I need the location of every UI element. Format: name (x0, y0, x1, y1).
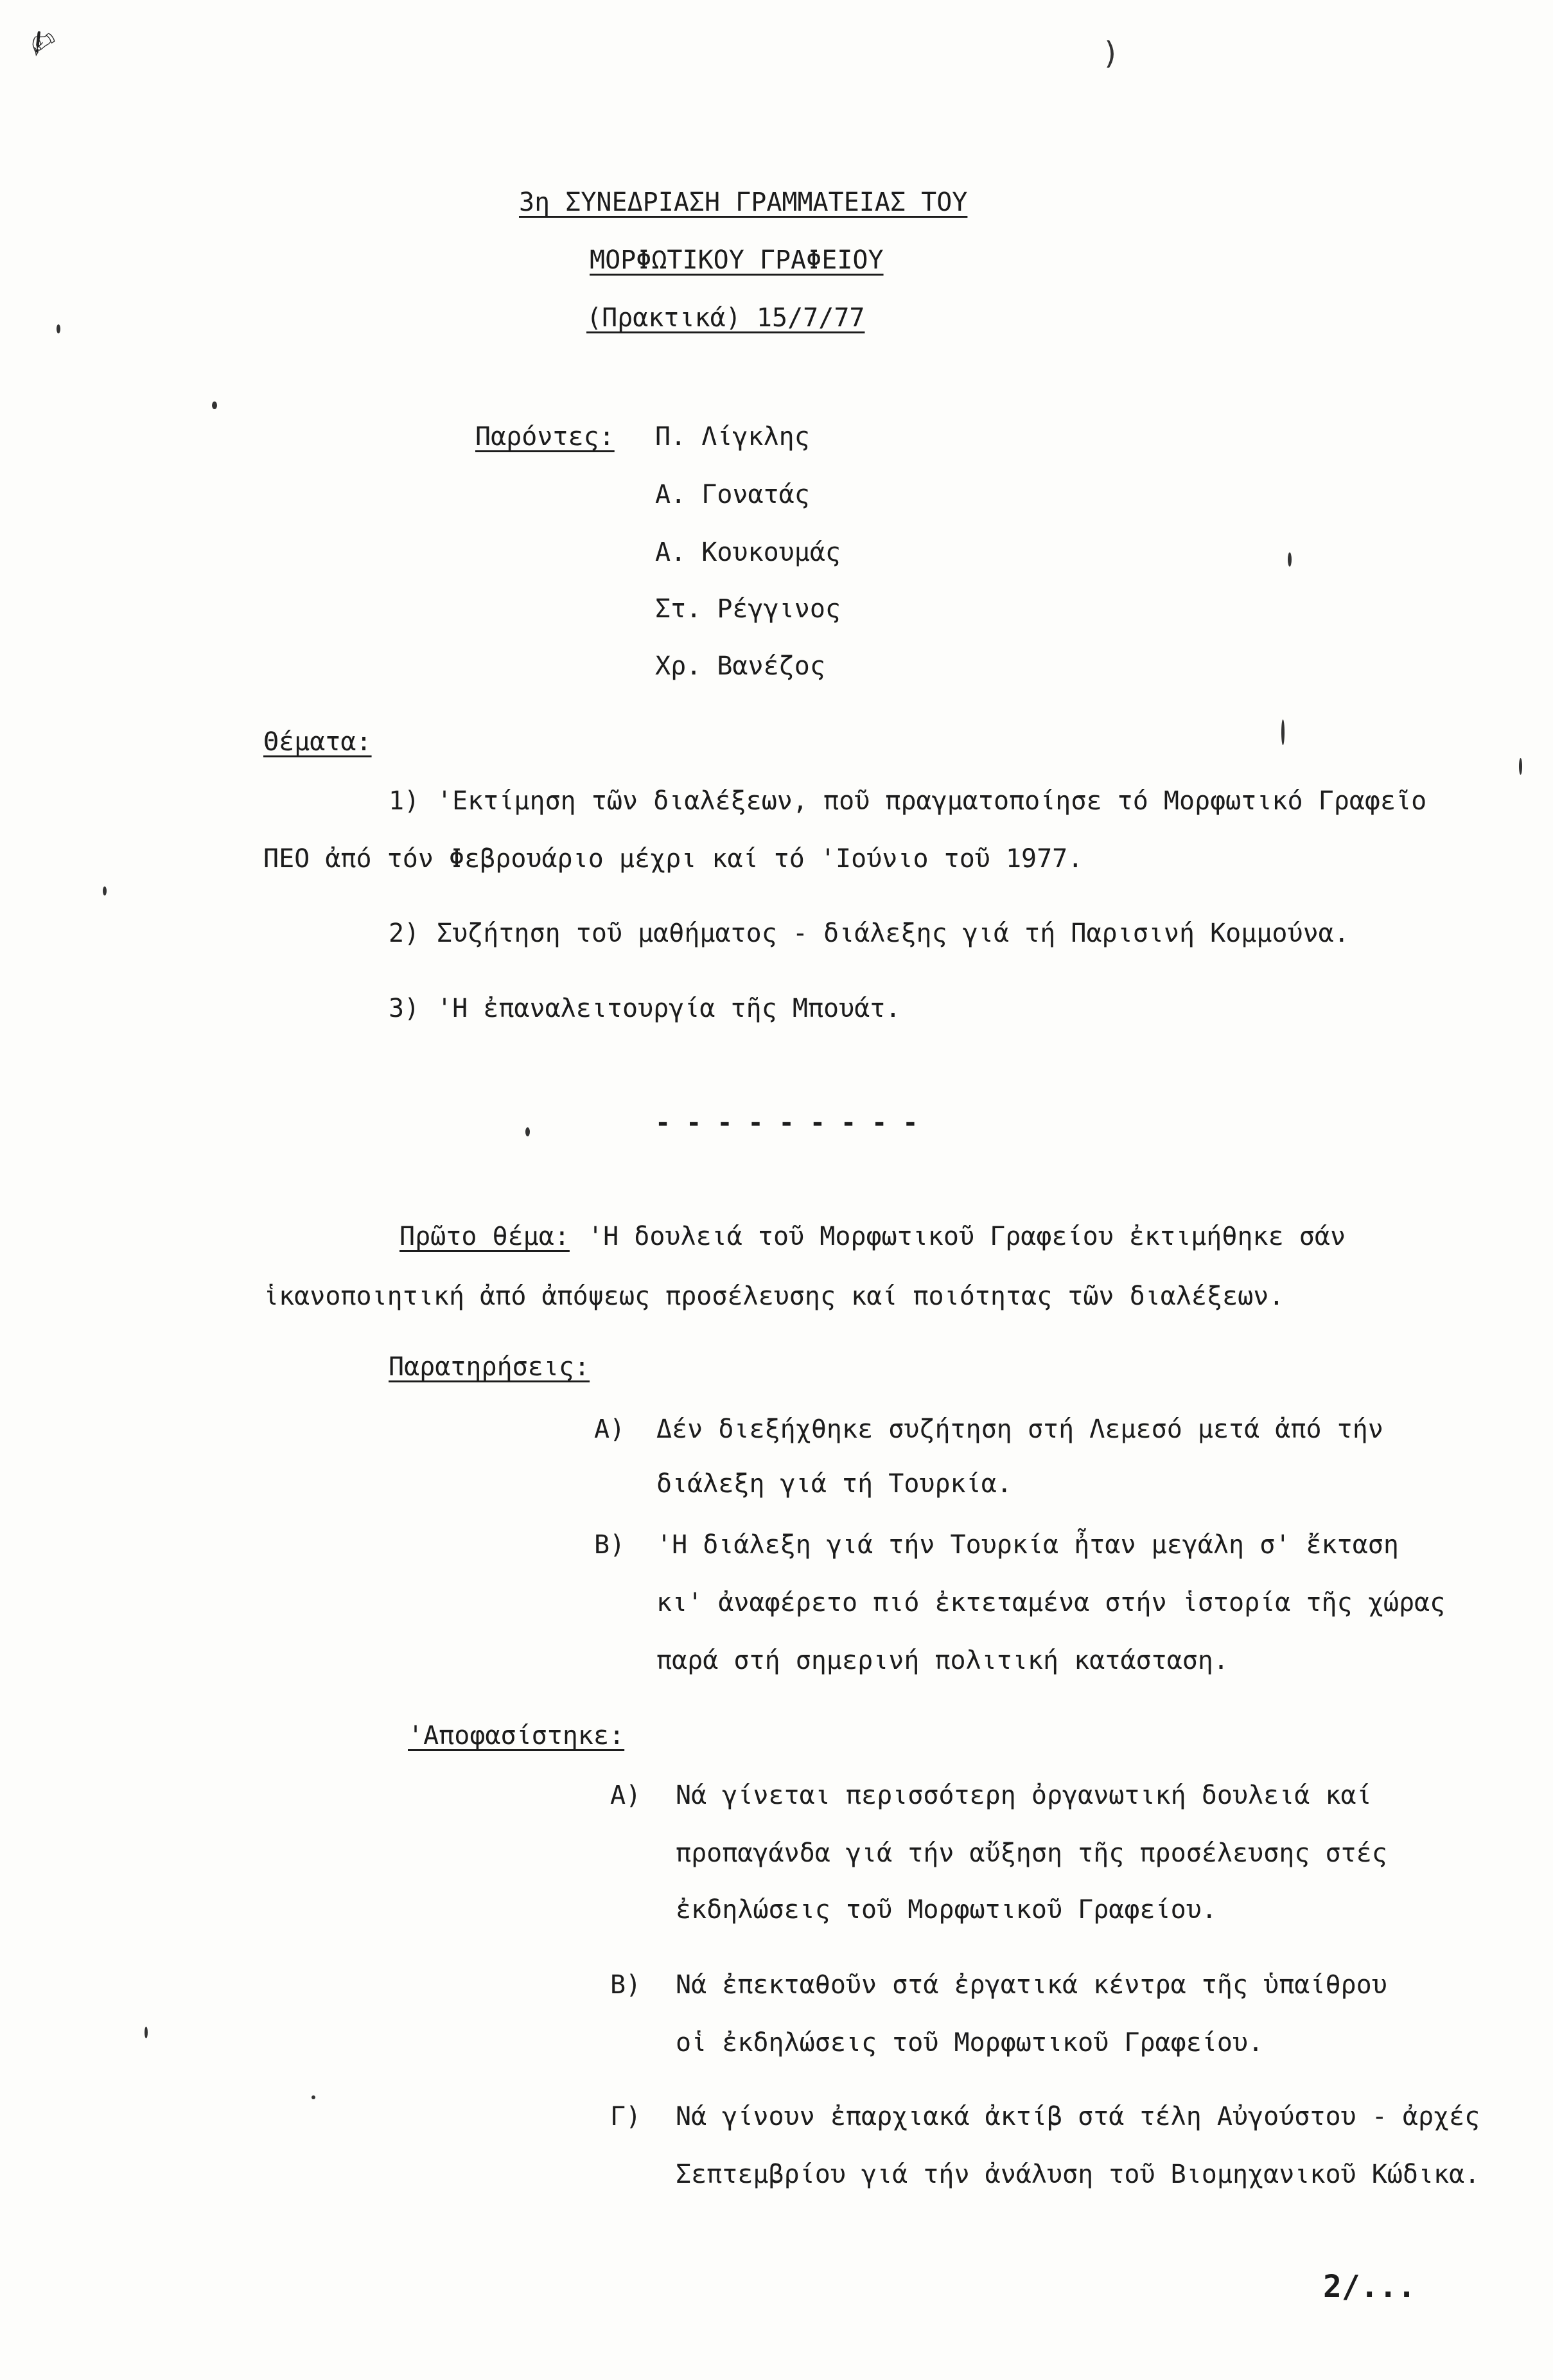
scan-speck (311, 2095, 315, 2099)
scan-speck (1519, 758, 1522, 775)
present-name: Α. Γονατάς (655, 480, 810, 509)
decision-c-line2: Σεπτεμβρίου γιά τήν ἀνάλυση τοῦ Βιομηχανικοῦ Κώδικα. (676, 2160, 1480, 2189)
decision-b-line1: Νά ἐπεκταθοῦν στά ἐργατικά κέντρα τῆς ὑπαίθρου (676, 1970, 1387, 2000)
decided-label: 'Αποφασίστηκε: (408, 1721, 625, 1750)
handwritten-mark: ✍ (13, 10, 66, 69)
decision-a-line2: προπαγάνδα γιά τήν αὔξηση τῆς προσέλευσης στές (676, 1838, 1387, 1868)
remark-a-mark: Α) (594, 1415, 626, 1444)
scan-speck (145, 2027, 148, 2038)
decision-a-mark: Α) (610, 1781, 642, 1810)
present-label: Παρόντες: (475, 422, 615, 452)
decision-a-line3: ἐκδηλώσεις τοῦ Μορφωτικοῦ Γραφείου. (676, 1895, 1217, 1925)
present-name: Χρ. Βανέζος (655, 651, 825, 681)
scan-speck (525, 1127, 530, 1136)
document-title-line1: 3η ΣΥΝΕΔΡΙΑΣΗ ΓΡΑΜΜΑΤΕΙΑΣ ΤΟΥ (519, 188, 968, 217)
scan-speck (103, 886, 107, 895)
topic-3-text: 'Η ἐπαναλειτουργία τῆς Μπουάτ. (437, 994, 901, 1023)
remark-a-line2: διάλεξη γιά τή Τουρκία. (656, 1469, 1012, 1499)
remark-b-mark: Β) (594, 1530, 626, 1560)
remark-b-line1: 'Η διάλεξη γιά τήν Τουρκία ἦταν μεγάλη σ' ἔκταση (656, 1530, 1399, 1560)
decision-c-line1: Νά γίνουν ἐπαρχιακά ἀκτίβ στά τέλη Αὐγούστου - ἀρχές (676, 2102, 1480, 2131)
present-name: Α. Κουκουμάς (655, 538, 841, 567)
first-topic-label: Πρῶτο θέμα: (399, 1222, 570, 1251)
remark-b-line3: παρά στή σημερινή πολιτική κατάσταση. (656, 1646, 1229, 1675)
topics-label: Θέματα: (263, 727, 372, 757)
decision-a-line1: Νά γίνεται περισσότερη ὀργανωτική δουλειά καί (676, 1781, 1372, 1810)
scan-speck (212, 401, 217, 409)
topic-2-text: Συζήτηση τοῦ μαθήματος - διάλεξης γιά τή Παρισινή Κομμούνα. (437, 919, 1349, 948)
document-title-line2: ΜΟΡΦΩΤΙΚΟΥ ΓΡΑΦΕΙΟΥ (590, 245, 884, 275)
topic-1-line2: ΠΕΟ ἀπό τόν Φεβρουάριο μέχρι καί τό 'Ιούνιο τοῦ 1977. (263, 844, 1084, 874)
decision-b-line2: οἱ ἐκδηλώσεις τοῦ Μορφωτικοῦ Γραφείου. (676, 2028, 1264, 2058)
page-continuation: 2/... (1323, 2269, 1416, 2305)
present-name: Στ. Ρέγγινος (655, 594, 841, 624)
section-separator: - - - - - - - - - (655, 1108, 918, 1138)
remark-b-line2: κι' ἀναφέρετο πιό ἐκτεταμένα στήν ἱστορία τῆς χώρας (656, 1588, 1446, 1618)
remark-a-line1: Δέν διεξήχθηκε συζήτηση στή Λεμεσό μετά ἀπό τήν (656, 1415, 1383, 1444)
first-topic-line1: 'Η δουλειά τοῦ Μορφωτικοῦ Γραφείου ἐκτιμήθηκε σάν (588, 1222, 1346, 1251)
remarks-label: Παρατηρήσεις: (389, 1352, 590, 1382)
topic-1-line1: 'Εκτίμηση τῶν διαλέξεων, ποῦ πραγματοποίησε τό Μορφωτικό Γραφεῖο (437, 786, 1427, 816)
pen-mark: ) (1101, 35, 1120, 71)
topic-2-number: 2) (389, 919, 420, 948)
decision-c-mark: Γ) (610, 2102, 642, 2131)
decision-b-mark: Β) (610, 1970, 642, 2000)
present-name: Π. Λίγκλης (655, 422, 810, 452)
topic-1-number: 1) (389, 786, 420, 816)
scan-speck (1281, 719, 1285, 745)
scan-speck (1288, 552, 1292, 567)
scan-speck (57, 324, 60, 333)
topic-3-number: 3) (389, 994, 420, 1023)
first-topic-line2: ἱκανοποιητική ἀπό ἀπόψεως προσέλευσης καί ποιότητας τῶν διαλέξεων. (263, 1282, 1285, 1311)
document-title-line3: (Πρακτικά) 15/7/77 (586, 303, 865, 333)
